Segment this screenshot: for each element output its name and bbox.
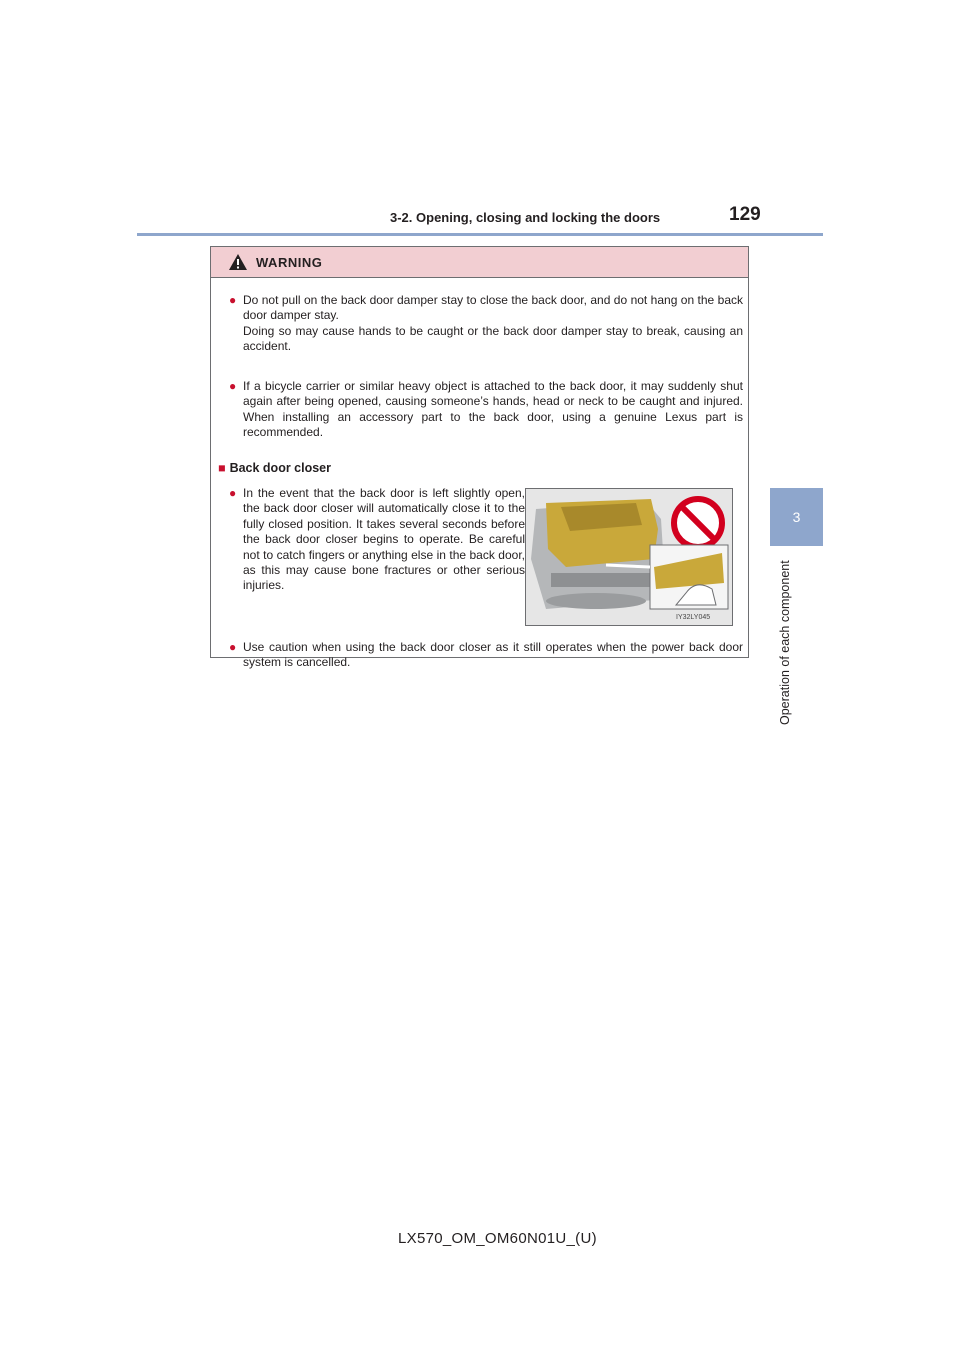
warning-paragraph: If a bicycle carrier or similar heavy object is attached to the back door, it may suddenly shut again after being opened, causing someone’s hands, head or neck to be caught and injured. When installing an accessory part to the back door, using a genuine Lexus part is recommended. [243, 379, 743, 440]
subsection-title: Back door closer [229, 461, 331, 475]
warning-triangle-icon [228, 253, 248, 271]
document-code: LX570_OM_OM60N01U_(U) [398, 1230, 597, 1247]
bullet-icon: ● [229, 379, 237, 393]
warning-header [211, 247, 748, 278]
page-number: 129 [729, 204, 761, 225]
back-door-illustration [526, 489, 732, 625]
subsection-heading [218, 461, 331, 476]
chapter-tab: 3 [770, 488, 823, 546]
chapter-title: Operation of each component [778, 560, 792, 725]
section-title: 3-2. Opening, closing and locking the doors [390, 210, 661, 225]
subsection-paragraph: In the event that the back door is left slightly open, the back door closer will automatically close it to the fully closed position. It takes several seconds before the back door closer begins to operate. Be careful not to catch fingers or anything else in the back door, as this may cause bone fractures or other serious injuries. [243, 486, 525, 593]
bullet-icon: ● [229, 640, 237, 654]
warning-paragraph: Do not pull on the back door damper stay to close the back door, and do not hang on the back door damper stay. [243, 293, 743, 323]
square-bullet-icon: ■ [218, 461, 226, 475]
header-rule [137, 233, 823, 236]
bullet-icon: ● [229, 293, 237, 307]
figure-code: IY32LY045 [676, 614, 711, 621]
bullet-icon: ● [229, 486, 237, 500]
subsection-paragraph: Use caution when using the back door closer as it still operates when the power back door system is cancelled. [243, 640, 743, 670]
warning-title: WARNING [256, 254, 323, 270]
warning-paragraph: Doing so may cause hands to be caught or the back door damper stay to break, causing an accident. [243, 323, 743, 354]
back-door-figure [525, 488, 733, 626]
warning-box [210, 246, 749, 670]
